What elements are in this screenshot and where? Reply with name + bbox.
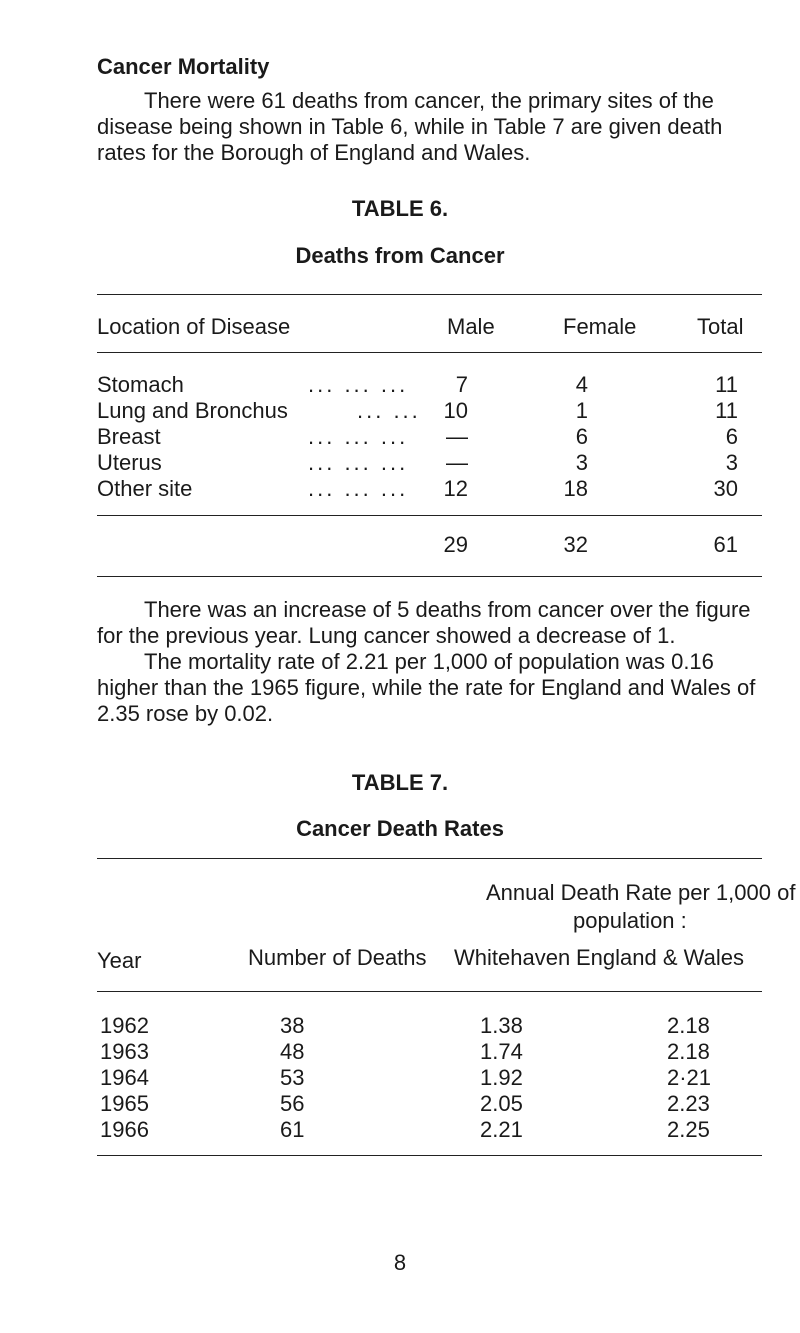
intro-paragraph: [97, 88, 757, 166]
table6-male: —: [446, 424, 468, 449]
table7-whitehaven: 1.38: [480, 1013, 523, 1038]
table6-male: —: [446, 450, 468, 475]
section-heading: Cancer Mortality: [97, 54, 270, 79]
table7-england: 2.23: [667, 1091, 710, 1116]
table7-header-england: England & Wales: [576, 945, 744, 970]
table6-title: TABLE 6.: [351, 196, 449, 221]
table6-total: 30: [713, 476, 738, 501]
table7-year: 1963: [100, 1039, 149, 1064]
table6-leader-dots: ... ...: [357, 398, 421, 423]
table6-subtitle: Deaths from Cancer: [295, 243, 505, 268]
table6-total-male: 29: [443, 532, 468, 557]
table6-female: 6: [575, 424, 588, 449]
table7-england: 2.18: [667, 1039, 710, 1064]
table6-header-male: Male: [447, 314, 495, 339]
paragraph-mortality-rate-text: The mortality rate of 2.21 per 1,000 of population was 0.16 higher than the 1965 figure, while the rate for England and Wales of 2.35 rose by 0.02.: [97, 649, 756, 726]
table6-location: Other site: [97, 476, 193, 501]
table6-total-female: 32: [563, 532, 588, 557]
table7-title: TABLE 7.: [351, 770, 449, 795]
table7-england: 2·21: [667, 1065, 712, 1090]
table6-female: 3: [575, 450, 588, 475]
table7-group-header-line1: Annual Death Rate per 1,000 of: [486, 880, 796, 905]
table7-header-whitehaven: Whitehaven: [454, 945, 571, 970]
table6-male: 10: [443, 398, 468, 423]
table6-total: 3: [725, 450, 738, 475]
table6-female: 4: [575, 372, 588, 397]
table7-whitehaven: 2.05: [480, 1091, 523, 1116]
table6-header-female: Female: [563, 314, 637, 339]
table7-whitehaven: 1.74: [480, 1039, 523, 1064]
paragraph-mortality-rate: [97, 649, 757, 727]
table6-total: 11: [715, 372, 738, 397]
table7-deaths: 61: [280, 1117, 305, 1142]
page-number: 8: [393, 1250, 407, 1275]
table6-total: 11: [715, 398, 738, 423]
table6-leader-dots: ... ... ...: [308, 424, 409, 449]
table6-location: Stomach: [97, 372, 184, 397]
table6-location: Uterus: [97, 450, 162, 475]
table6-male: 12: [443, 476, 468, 501]
table7-deaths: 48: [280, 1039, 305, 1064]
table7-year: 1965: [100, 1091, 149, 1116]
table6-total-total: 61: [713, 532, 738, 557]
table7-year: 1962: [100, 1013, 149, 1038]
table6-male: 7: [455, 372, 468, 397]
table7-whitehaven: 2.21: [480, 1117, 523, 1142]
table6-female: 18: [563, 476, 588, 501]
table7-england: 2.25: [667, 1117, 710, 1142]
table7-subtitle: Cancer Death Rates: [296, 816, 504, 841]
table6-header-location: Location of Disease: [97, 314, 291, 339]
intro-text: There were 61 deaths from cancer, the primary sites of the disease being shown in Table 6, while in Table 7 are given death rates for the Borough of England and Wales.: [97, 88, 723, 165]
table7-deaths: 38: [280, 1013, 305, 1038]
table6-female: 1: [575, 398, 588, 423]
table7-header-rule: [97, 991, 762, 992]
table7-deaths: 56: [280, 1091, 305, 1116]
paragraph-increase: [97, 597, 757, 649]
table6-bottom-rule: [97, 576, 762, 577]
table6-location: Breast: [97, 424, 161, 449]
table7-top-rule: [97, 858, 762, 859]
table6-leader-dots: ... ... ...: [308, 476, 409, 501]
table7-deaths: 53: [280, 1065, 305, 1090]
table7-england: 2.18: [667, 1013, 710, 1038]
table7-header-year: Year: [97, 948, 142, 973]
table6-total: 6: [725, 424, 738, 449]
paragraph-increase-text: There was an increase of 5 deaths from cancer over the figure for the previous year. Lung cancer showed a decrease of 1.: [97, 597, 751, 648]
table6-location: Lung and Bronchus: [97, 398, 288, 423]
table7-header-deaths: Number of Deaths: [248, 945, 427, 970]
table7-whitehaven: 1.92: [480, 1065, 523, 1090]
table7-year: 1966: [100, 1117, 149, 1142]
table6-leader-dots: ... ... ...: [308, 450, 409, 475]
table7-bottom-rule: [97, 1155, 762, 1156]
table6-leader-dots: ... ... ...: [308, 372, 409, 397]
table6-header-total: Total: [697, 314, 744, 339]
table6-total-rule: [97, 515, 762, 516]
table7-year: 1964: [100, 1065, 149, 1090]
table6-header-rule: [97, 352, 762, 353]
table7-group-header-line2: population :: [573, 908, 687, 933]
table6-top-rule: [97, 294, 762, 295]
